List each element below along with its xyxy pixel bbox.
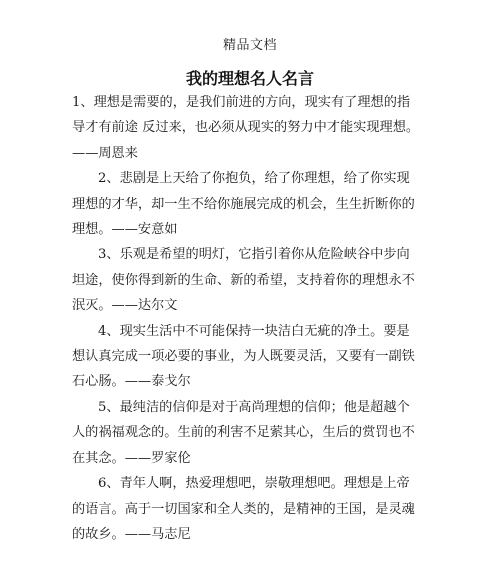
quote-line: 6、青年人啊，热爱理想吧，崇敬理想吧。理想是上帝 xyxy=(98,476,410,492)
quote-line: 想认真完成一项必要的事业，为人既要灵活，又要有一副铁 xyxy=(72,349,415,365)
quote-line: 理想。——安意如 xyxy=(72,222,178,238)
quote-line: 4、现实生活中不可能保持一块洁白无疵的净土。要是 xyxy=(98,323,410,339)
quote-line: 理想的才华，却一生不给你施展完成的机会，生生折断你的 xyxy=(72,196,415,212)
quote-paragraph-4 xyxy=(72,319,428,395)
quote-line: 2、悲剧是上天给了你抱负，给了你理想，给了你实现 xyxy=(98,171,410,187)
document-title: 我的理想名人名言 xyxy=(185,69,314,88)
quote-line: 的语言。高于一切国家和全人类的，是精神的王国，是灵魂 xyxy=(72,501,415,517)
quote-line: 的故乡。——马志尼 xyxy=(72,526,191,542)
quote-paragraph-1 xyxy=(72,90,428,166)
quote-line: 人的祸福观念的。生前的利害不足萦其心，生后的赏罚也不 xyxy=(72,425,415,441)
quote-paragraph-5 xyxy=(72,395,428,471)
quote-line: 3、乐观是希望的明灯，它指引着你从危险峡谷中步向 xyxy=(98,247,410,263)
page-header: 精品文档 xyxy=(222,38,277,53)
quote-line: ——周恩来 xyxy=(72,145,138,161)
quote-line: 坦途，使你得到新的生命、新的希望，支持着你的理想永不 xyxy=(72,272,415,288)
document-body xyxy=(72,90,428,547)
quote-line: 导才有前途 反过来，也必须从现实的努力中才能实现理想。 xyxy=(72,120,420,136)
quote-line: 在其念。——罗家伦 xyxy=(72,450,191,466)
quote-paragraph-3 xyxy=(72,242,428,318)
quote-line: 5、最纯洁的信仰是对于高尚理想的信仰；他是超越个 xyxy=(98,399,410,415)
quote-line: 1、理想是需要的，是我们前进的方向，现实有了理想的指 xyxy=(72,95,411,110)
quote-line: 石心肠。——泰戈尔 xyxy=(72,374,191,390)
quote-line: 泯灭。——达尔文 xyxy=(72,298,178,314)
quote-paragraph-2 xyxy=(72,166,428,242)
quote-paragraph-6 xyxy=(72,471,428,547)
